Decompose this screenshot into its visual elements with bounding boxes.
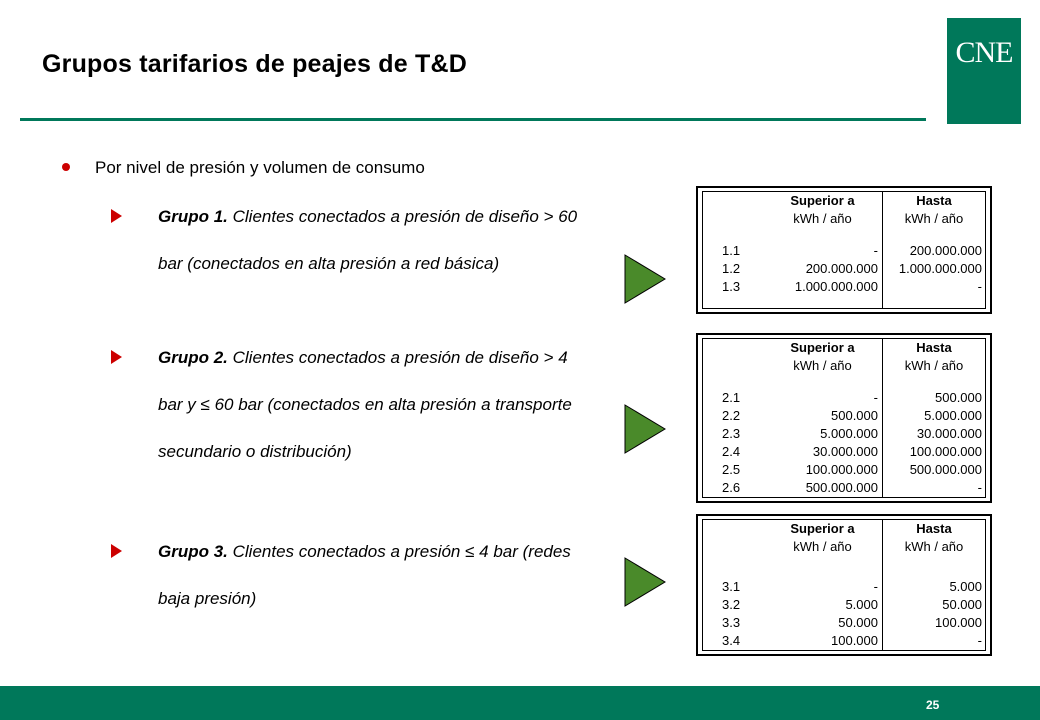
table-row bbox=[703, 614, 985, 632]
upper-limit: 1.000.000.000 bbox=[898, 261, 982, 276]
unit-hasta: kWh / año bbox=[904, 539, 964, 554]
upper-limit: 500.000 bbox=[935, 390, 982, 405]
lower-limit: 500.000.000 bbox=[763, 479, 883, 497]
lower-limit: - bbox=[763, 242, 883, 260]
lower-limit: 5.000 bbox=[763, 596, 883, 614]
upper-limit: 5.000 bbox=[949, 579, 982, 594]
lower-limit: 200.000.000 bbox=[763, 260, 883, 278]
cne-logo: CNE bbox=[947, 18, 1021, 124]
unit-hasta: kWh / año bbox=[904, 211, 964, 226]
group-code: 2.1 bbox=[722, 390, 741, 405]
unit-superior: kWh / año bbox=[763, 210, 883, 228]
table-row bbox=[703, 260, 985, 278]
upper-limit: 200.000.000 bbox=[909, 243, 982, 258]
table-row bbox=[703, 443, 985, 461]
header-hasta: Hasta bbox=[916, 340, 952, 355]
lower-limit: 30.000.000 bbox=[763, 443, 883, 461]
upper-limit: 5.000.000 bbox=[924, 408, 982, 423]
bullet-arrow-icon bbox=[111, 544, 122, 558]
group-code: 2.4 bbox=[722, 444, 741, 459]
tariff-table-group-3 bbox=[696, 514, 992, 656]
upper-limit: 50.000 bbox=[942, 597, 982, 612]
upper-limit: - bbox=[977, 279, 982, 294]
group-code: 3.1 bbox=[722, 579, 741, 594]
table-row bbox=[703, 479, 985, 497]
lower-limit: 50.000 bbox=[763, 614, 883, 632]
bullet-arrow-icon bbox=[111, 350, 122, 364]
group-1-text: Clientes conectados a presión de diseño > 60 bar (conectados en alta presión a red básica) bbox=[158, 207, 578, 273]
group-1-paragraph bbox=[158, 193, 578, 287]
header-hasta: Hasta bbox=[916, 193, 952, 208]
table-row bbox=[703, 242, 985, 260]
intro-text: Por nivel de presión y volumen de consumo bbox=[95, 158, 425, 177]
title-divider bbox=[20, 118, 926, 121]
group-1-label: Grupo 1. bbox=[158, 207, 228, 226]
group-code: 2.2 bbox=[722, 408, 741, 423]
group-code: 1.3 bbox=[722, 279, 741, 294]
table-row bbox=[703, 278, 985, 296]
group-3-paragraph bbox=[158, 528, 578, 622]
tariff-table-group-1 bbox=[696, 186, 992, 314]
upper-limit: 100.000.000 bbox=[909, 444, 982, 459]
upper-limit: - bbox=[977, 633, 982, 648]
header-superior: Superior a bbox=[790, 340, 855, 355]
group-code: 1.2 bbox=[722, 261, 741, 276]
upper-limit: 100.000 bbox=[935, 615, 982, 630]
lower-limit: 100.000.000 bbox=[763, 461, 883, 479]
lower-limit: 100.000 bbox=[763, 632, 883, 650]
slide-title: Grupos tarifarios de peajes de T&D bbox=[42, 50, 467, 78]
table-row bbox=[703, 596, 985, 614]
group-code: 2.6 bbox=[722, 480, 741, 495]
group-code: 3.3 bbox=[722, 615, 741, 630]
group-2-text: Clientes conectados a presión de diseño > 4 bar y ≤ 60 bar (conectados en alta presión a transporte secundario o distribución) bbox=[158, 348, 572, 461]
header-superior: Superior a bbox=[790, 521, 855, 536]
group-2-paragraph bbox=[158, 334, 578, 475]
table-row bbox=[703, 632, 985, 650]
unit-superior: kWh / año bbox=[763, 357, 883, 375]
lower-limit: 500.000 bbox=[763, 407, 883, 425]
table-row bbox=[703, 425, 985, 443]
header-superior: Superior a bbox=[790, 193, 855, 208]
group-code: 3.2 bbox=[722, 597, 741, 612]
bullet-dot-icon bbox=[62, 163, 70, 171]
lower-limit: - bbox=[763, 389, 883, 407]
lower-limit: 1.000.000.000 bbox=[763, 278, 883, 296]
upper-limit: 500.000.000 bbox=[909, 462, 982, 477]
play-arrow-icon bbox=[624, 254, 666, 304]
upper-limit: - bbox=[977, 480, 982, 495]
play-arrow-icon bbox=[624, 404, 666, 454]
table-row bbox=[703, 389, 985, 407]
page-number: 25 bbox=[926, 698, 940, 712]
lower-limit: 5.000.000 bbox=[763, 425, 883, 443]
table-row bbox=[703, 461, 985, 479]
unit-superior: kWh / año bbox=[763, 538, 883, 556]
group-code: 2.5 bbox=[722, 462, 741, 477]
group-3-label: Grupo 3. bbox=[158, 542, 228, 561]
group-3-text: Clientes conectados a presión ≤ 4 bar (redes baja presión) bbox=[158, 542, 571, 608]
group-code: 2.3 bbox=[722, 426, 741, 441]
bullet-arrow-icon bbox=[111, 209, 122, 223]
table-row bbox=[703, 578, 985, 596]
tariff-table-group-2 bbox=[696, 333, 992, 503]
group-code: 1.1 bbox=[722, 243, 741, 258]
footer-bar bbox=[0, 686, 1040, 720]
upper-limit: 30.000.000 bbox=[916, 426, 982, 441]
lower-limit: - bbox=[763, 578, 883, 596]
header-hasta: Hasta bbox=[916, 521, 952, 536]
group-code: 3.4 bbox=[722, 633, 741, 648]
unit-hasta: kWh / año bbox=[904, 358, 964, 373]
group-2-label: Grupo 2. bbox=[158, 348, 228, 367]
play-arrow-icon bbox=[624, 557, 666, 607]
table-row bbox=[703, 407, 985, 425]
